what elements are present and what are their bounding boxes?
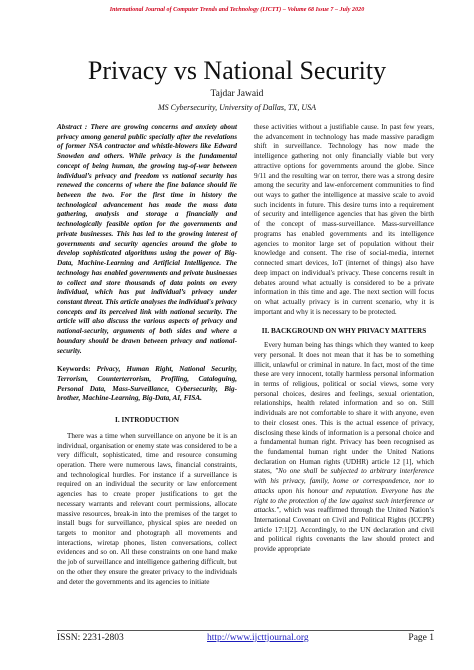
left-column (57, 123, 237, 587)
abstract (57, 123, 237, 356)
footer-divider (57, 630, 434, 631)
background-text (254, 341, 434, 555)
journal-header: International Journal of Computer Trends and Technology (IJCTT) – Volume 68 Issue 7 – July 2020 (109, 7, 365, 13)
keywords (57, 365, 237, 404)
page-footer (57, 633, 434, 647)
keywords-text: Privacy, Human Right, National Security, Terrorism, Counterterrorism, Profiling, Cataloguing, Personal Data, Mass-Surveillance, Cybersecurity, Big-brother, Machine-Learning, Big-Data, AI, FISA. (57, 365, 238, 403)
section-heading-background: II. BACKGROUND ON WHY PRIVACY MATTERS (261, 327, 427, 336)
introduction-continued-text: these activities without a justifiable cause. In past few years, the advancement in technology has made massive paradigm shift in surveillance. Technology has now made the intelligence gathering not only financially viable but very attractive options for governments around the globe. Since 9/11 and the resulting war on terror, there was a strong desire among the security and law-enforcement communities to find out ways to gather the intelligence at massive scale to avoid such incidents in future. This desire turns into a requirement of security and intelligence agencies that has given the birth of the concept of mass-surveillance. Mass-surveillance programs has enabled governments and its intelligence agencies to monitor large set of population without their knowledge and consent. The rise of social-media, internet connected smart devices, IoT (internet of things) also have deep impact on individual's privacy. These concerns result in debates around what actually is considered to be a private information in this time and age. The next section will focus on what actually privacy is in current scenario, why it is important and why it is necessary to be protected. (254, 123, 434, 316)
section-heading-introduction: I. INTRODUCTION (115, 416, 179, 425)
footer-journal-link[interactable]: http://www.ijcttjournal.org (207, 633, 309, 643)
footer-issn: ISSN: 2231-2803 (57, 633, 124, 643)
author-name: Tajdar Jawaid (210, 89, 264, 99)
footer-page-number: Page 1 (408, 633, 434, 643)
right-column (254, 123, 434, 555)
author-affiliation: MS Cybersecurity, University of Dallas, TX, USA (158, 103, 316, 112)
background-text-part2: which was reaffirmed through the United Nation’s International Covenant on Civil and Political Rights (ICCPR) article 17:1[2]. Accordingly, to the UN declaration and civil and political rights covenants the law should protect and provide appropriate (254, 506, 434, 554)
udhr-quote: "No one shall be subjected to arbitrary interference with his privacy, family, home or correspondence, nor to attacks upon his honour and reputation. Everyone has the right to the protection of the law against such interference or attacks.", (254, 467, 435, 515)
introduction-text: There was a time when surveillance on anyone be it is an individual, organisation or enemy state was considered to be a very difficult, sophisticated, time and resource consuming operation. There were numerous laws, financial constraints, and technological hurdles. For instance if a surveillance is required on an individual the security or law enforcement agencies has to create proper justifications to get the necessary warrants and relevant court permissions, allocate massive resources, break-in into the premises of the target to install bugs for surveillance, physical spies are needed on targets to monitor and photograph all movements and interactions, wiretap phones, listen conversations, collect evidences and so on. All these constraints on one hand make the job of surveillance and intelligence gathering difficult, but on the other they ensure the greater privacy to the individuals and deter the governments and its agencies to initiate (57, 431, 237, 586)
abstract-label: Abstract : (57, 123, 88, 131)
background-text-part1: Every human being has things which they wanted to keep very personal. It does not mean that it has be to something illicit, unlawful or criminal in nature. In fact, most of the time these are very innocent, totally harmless personal information in terms of religious, political or social views, some very personal choices, desires and feelings, sexual orientation, relationships, health related information and so on. Still individuals are not comfortable to share it with anyone, even to their closest ones. This is the actual essence of privacy, disclosing these kinds of information is a personal choice and a fundamental human right. Privacy has been recognised as the fundamental human right under the United Nations declaration on Human rights (UDHR) article 12 [1], which states, (254, 341, 434, 476)
abstract-text: There are growing concerns and anxiety about privacy among general public specially after the revelations of former NSA contractor and whistle-blowers like Edward Snowden and others. While privacy is the fundamental concept of being human, the growing tug-of-war between individual’s privacy and freedom vs national security has renewed the concerns of where the fine balance should lie between the two. For the first time in history the technological advancement has made the mass data gathering, analysis and storage a financially and technologically feasible option for the governments and private businesses. This has led to the growing interest of governments and security agencies around the globe to develop sophisticated algorithms using the power of Big-Data, Machine-Learning and Artificial Intelligence. The technology has enabled governments and private businesses to collect and store thousands of data points on every individual, which has put individual’s privacy under constant threat. This article analyses the individual's privacy concepts and its perceived link with national security. The article will also discuss the various aspects of privacy and national-security, arguments of both sides and where a boundary should be drawn between privacy and national-security. (57, 123, 238, 355)
paper-title: Privacy vs National Security (87, 56, 387, 85)
keywords-label: Keywords: (57, 365, 91, 374)
